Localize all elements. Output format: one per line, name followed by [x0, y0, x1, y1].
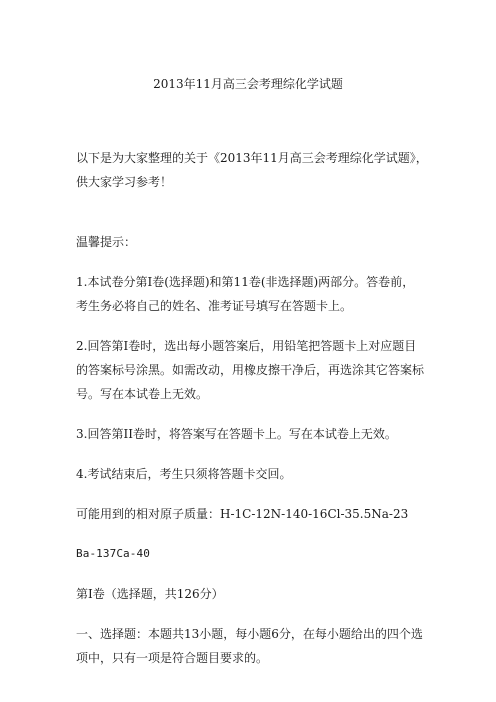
- section-intro: [76, 622, 434, 670]
- notice-item-2: [76, 334, 434, 406]
- notice-item-2-line-1: 2.回答第Ⅰ卷时，选出每小题答案后，用铅笔把答题卡上对应题目: [76, 339, 417, 353]
- notice-item-1-line-2: 考生务必将自己的姓名、准考证号填写在答题卡上。: [76, 299, 353, 313]
- document-title: 2013年11月高三会考理综化学试题: [153, 77, 343, 91]
- notice-item-4: 4.考试结束后，考生只须将答题卡交回。: [76, 467, 292, 481]
- section-intro-line-1: 一、选择题：本题共13小题，每小题6分，在每小题给出的四个选: [76, 627, 423, 641]
- atomic-mass-line-1: [76, 502, 434, 526]
- intro-paragraph: [76, 146, 434, 194]
- section-intro-line-2: 项中，只有一项是符合题目要求的。: [76, 651, 269, 665]
- intro-line-2: 供大家学习参考！: [76, 175, 173, 189]
- notice-item-1: [76, 270, 434, 318]
- notice-item-3: 3.回答第II卷时，将答案写在答题卡上。写在本试卷上无效。: [76, 427, 397, 441]
- atomic-mass-line-2: Ba-137Ca-40: [76, 547, 150, 560]
- intro-line-1: 以下是为大家整理的关于《2013年11月高三会考理综化学试题》，: [76, 151, 428, 165]
- notice-item-2-line-2: 的答案标号涂黑。如需改动，用橡皮擦干净后，再选涂其它答案标: [76, 363, 425, 377]
- section-heading: 第Ⅰ卷（选择题，共126分）: [76, 587, 224, 601]
- notice-item-1-line-1: 1.本试卷分第Ⅰ卷(选择题)和第11卷(非选择题)两部分。答卷前，: [76, 275, 415, 289]
- notice-item-2-line-3: 号。写在本试卷上无效。: [76, 387, 209, 401]
- atomic-mass-text-1: 可能用到的相对原子质量：H-1C-12N-140-16Cl-35.5Na-23: [76, 507, 409, 521]
- notice-heading: 温馨提示：: [76, 235, 137, 249]
